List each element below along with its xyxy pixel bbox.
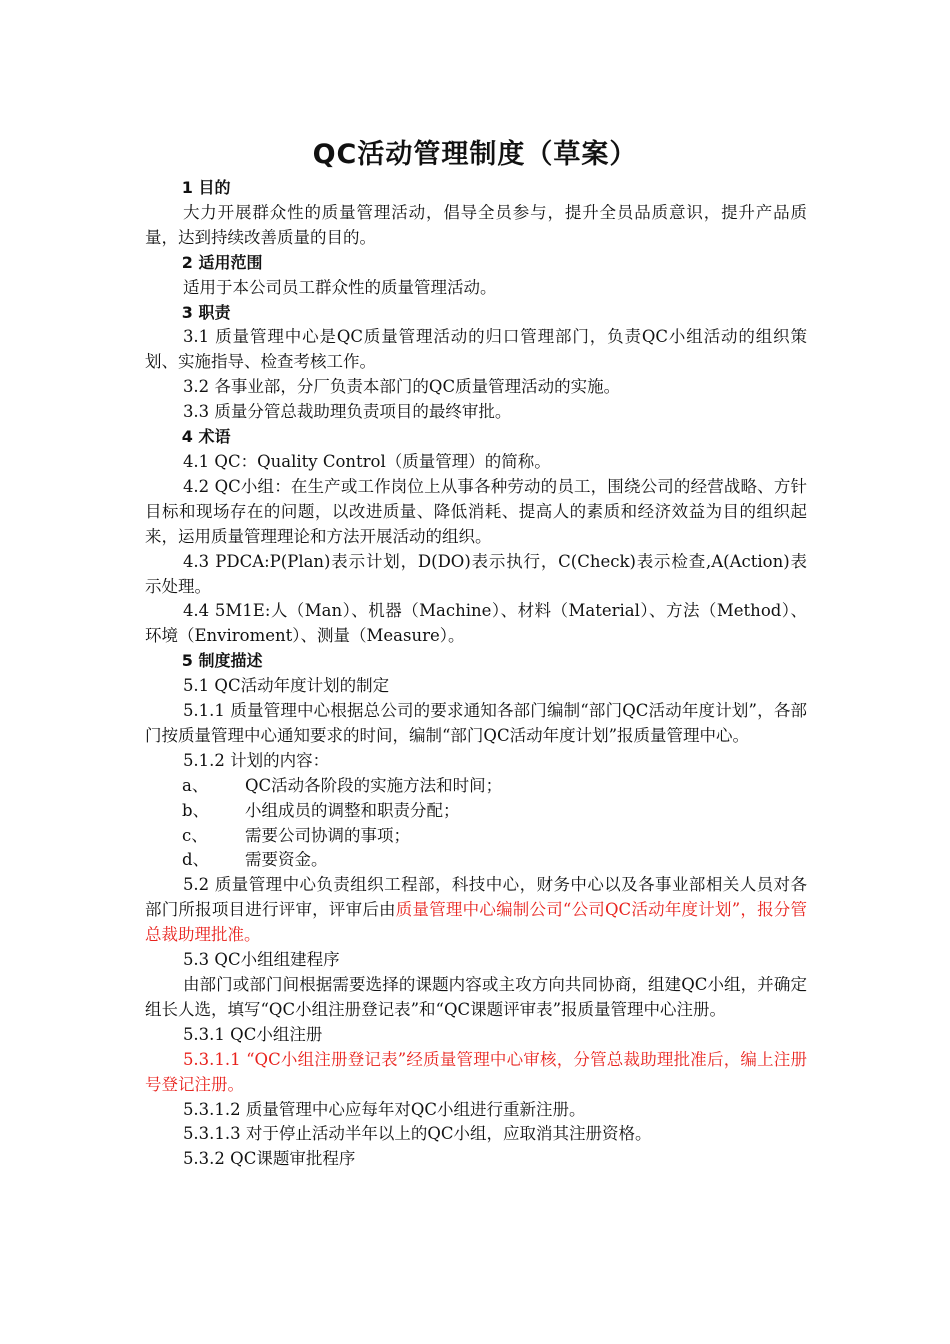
clause-5-3-1: 5.3.1 QC小组注册 (182, 1024, 323, 1044)
clause-5-1-2: 5.1.2 计划的内容： (182, 750, 330, 770)
section-5-heading: 5 制度描述 (181, 651, 263, 671)
clause-3-3: 3.3 质量分管总裁助理负责项目的最终审批。 (182, 402, 512, 422)
list-marker: a、 (182, 775, 209, 795)
document-body (145, 176, 807, 1172)
section-3-heading: 3 职责 (181, 302, 231, 322)
section-1-paragraph: 大力开展群众性的质量管理活动，倡导全员参与，提升全员品质意识，提升产品质量，达到持续改善质量的目的。 (145, 202, 807, 247)
section-2-heading: 2 适用范围 (181, 252, 263, 272)
page-title: QC活动管理制度（草案） (312, 139, 638, 170)
section-1-heading: 1 目的 (181, 178, 231, 197)
list-marker: d、 (182, 850, 210, 870)
clause-5-3-2: 5.3.2 QC课题审批程序 (182, 1149, 356, 1169)
list-item (145, 824, 807, 849)
clause-5-3-1-3: 5.3.1.3 对于停止活动半年以上的QC小组，应取消其注册资格。 (182, 1124, 652, 1144)
clause-5-3: 5.3 QC小组组建程序 (182, 950, 340, 970)
clause-4-3: 4.3 PDCA:P(Plan)表示计划，D(DO)表示执行，C(Check)表示检查,A(Action)表示处理。 (145, 551, 807, 596)
list-marker: c、 (182, 825, 208, 845)
clause-5-2-text: 5.2 质量管理中心负责组织工程部，科技中心，财务中心以及各事业部相关人员对各部门所报项目进行评审，评审后由 (145, 875, 807, 920)
list-item (145, 774, 807, 799)
list-text: QC活动各阶段的实施方法和时间； (245, 775, 503, 795)
clause-5-3-paragraph: 由部门或部门间根据需要选择的课题内容或主攻方向共同协商，组建QC小组，并确定组长人选，填写“QC小组注册登记表”和“QC课题评审表”报质量管理中心注册。 (145, 975, 807, 1019)
clause-4-4: 4.4 5M1E:人（Man）、机器（Machine）、材料（Material）、方法（Method）、环境（Enviroment）、测量（Measure）。 (145, 601, 807, 646)
list-text: 小组成员的调整和职责分配； (245, 800, 460, 820)
clause-5-2-highlight: 质量管理中心编制公司“公司QC活动年度计划”，报分管总裁助理批准。 (145, 900, 807, 945)
list-text: 需要公司协调的事项； (245, 825, 410, 845)
clause-5-3-1-1: 5.3.1.1 “QC小组注册登记表”经质量管理中心审核，分管总裁助理批准后，编上注册号登记注册。 (145, 1049, 807, 1094)
clause-3-2: 3.2 各事业部，分厂负责本部门的QC质量管理活动的实施。 (182, 377, 621, 397)
list-item (145, 799, 807, 824)
clause-4-2: 4.2 QC小组：在生产或工作岗位上从事各种劳动的员工，围绕公司的经营战略、方针目标和现场存在的问题，以改进质量、降低消耗、提高人的素质和经济效益为目的组织起来，运用质量管理理论和方法开展活动的组织。 (145, 476, 807, 546)
clause-5-2 (145, 873, 807, 948)
clause-4-1: 4.1 QC：Quality Control（质量管理）的简称。 (182, 451, 551, 471)
list-item (145, 848, 807, 873)
section-4-heading: 4 术语 (181, 427, 231, 447)
clause-3-1: 3.1 质量管理中心是QC质量管理活动的归口管理部门，负责QC小组活动的组织策划、实施指导、检查考核工作。 (145, 327, 807, 372)
list-text: 需要资金。 (245, 850, 328, 870)
clause-5-1: 5.1 QC活动年度计划的制定 (182, 676, 390, 696)
clause-5-3-1-2: 5.3.1.2 质量管理中心应每年对QC小组进行重新注册。 (182, 1099, 586, 1119)
clause-5-1-1: 5.1.1 质量管理中心根据总公司的要求通知各部门编制“部门QC活动年度计划”，各部门按质量管理中心通知要求的时间，编制“部门QC活动年度计划”报质量管理中心。 (145, 701, 807, 745)
list-marker: b、 (182, 800, 210, 820)
section-2-paragraph: 适用于本公司员工群众性的质量管理活动。 (182, 277, 497, 297)
